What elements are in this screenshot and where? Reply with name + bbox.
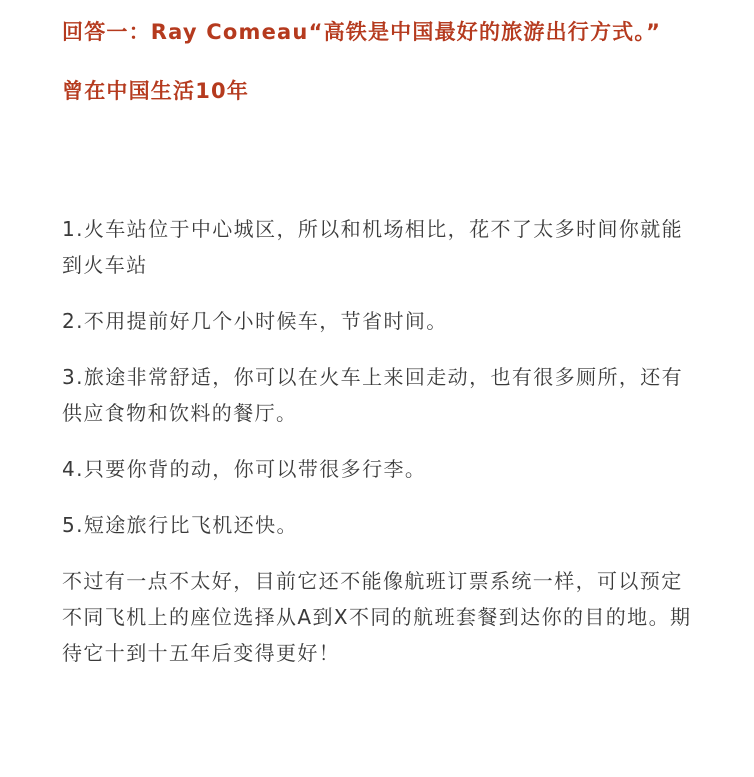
point-5: 5.短途旅行比飞机还快。 (62, 513, 298, 537)
answer-heading: 回答一：Ray Comeau“高铁是中国最好的旅游出行方式。” (62, 20, 662, 44)
point-3: 3.旅途非常舒适，你可以在火车上来回走动，也有很多厕所，还有供应食物和饮料的餐厅。 (62, 365, 684, 425)
article (62, 0, 702, 671)
point-4: 4.只要你背的动，你可以带很多行李。 (62, 457, 427, 481)
point-1: 1.火车站位于中心城区，所以和机场相比，花不了太多时间你就能到火车站 (62, 217, 684, 277)
author-subheading: 曾在中国生活10年 (62, 79, 250, 103)
point-2: 2.不用提前好几个小时候车，节省时间。 (62, 309, 448, 333)
conclusion-paragraph: 不过有一点不太好，目前它还不能像航班订票系统一样，可以预定不同飞机上的座位选择从A到X不同的航班套餐到达你的目的地。期待它十到十五年后变得更好！ (62, 569, 692, 665)
